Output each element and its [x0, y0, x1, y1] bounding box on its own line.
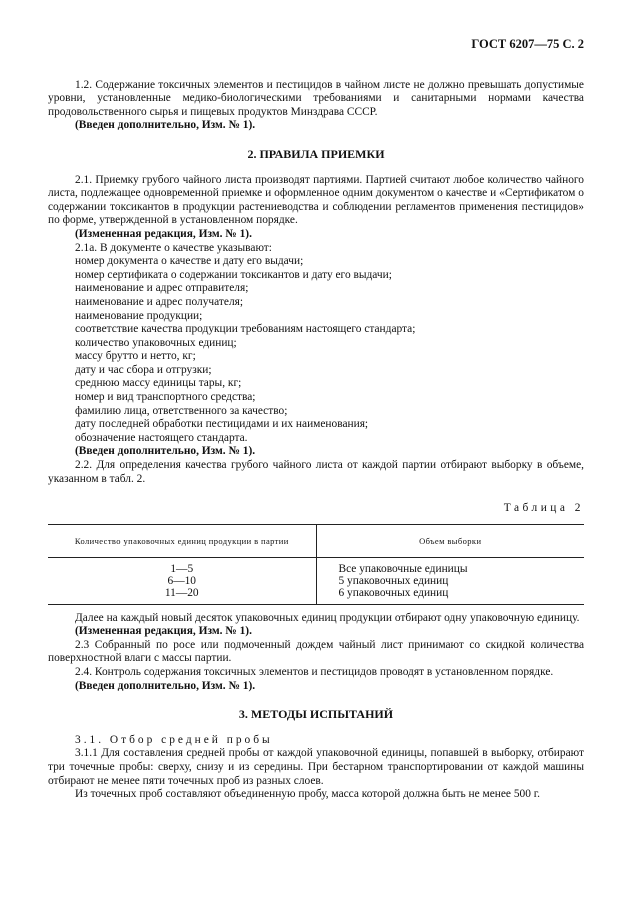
- paragraph-2-4: 2.4. Контроль содержания токсичных элементов и пестицидов проводят в установленном порядке.: [75, 666, 554, 679]
- paragraph-2-1: 2.1. Приемку грубого чайного листа производят партиями. Партией считают любое количество чайного листа, подлежащее одновременной приемке и оформленное одним документом о качестве и «Сертификатом о содержании токсикантов в продукции растениеводства и соблюдении регламентов применения пестицидов» по форме, утвержденной в установленном порядке.: [48, 173, 584, 227]
- list-item: дату последней обработки пестицидами и их наименования;: [75, 418, 369, 431]
- list-item: массу брутто и нетто, кг;: [75, 350, 196, 363]
- list-item: номер и вид транспортного средства;: [75, 391, 256, 404]
- paragraph-1-2: 1.2. Содержание токсичных элементов и пестицидов в чайном листе не должно превышать допустимые уровни, установленные медико-биологическими требованиями и санитарными нормами качества продовольственного сырья и пищевых продуктов Минздрава СССР.: [48, 78, 584, 118]
- list-item: наименование и адрес отправителя;: [75, 282, 249, 295]
- amendment-note: (Введен дополнительно, Изм. № 1).: [75, 679, 256, 692]
- table-cell: 1—5: [170, 562, 194, 575]
- table-cell: 6 упаковочных единиц: [338, 587, 449, 600]
- list-item: номер документа о качестве и дату его выдачи;: [75, 255, 304, 268]
- list-item: обозначение настоящего стандарта.: [75, 431, 248, 444]
- paragraph-2-3: 2.3 Собранный по росе или подмоченный дождем чайный лист принимают со скидкой количества поверхностной влаги с массы партии.: [48, 638, 584, 665]
- table-header-lot-size: Количество упаковочных единиц продукции в партии: [48, 524, 316, 557]
- table-cell-sample-volumes: [316, 557, 584, 604]
- list-item: наименование продукции;: [75, 309, 203, 322]
- list-item: наименование и адрес получателя;: [75, 295, 244, 308]
- list-item: среднюю массу единицы тары, кг;: [75, 377, 242, 390]
- amendment-note: (Измененная редакция, Изм. № 1).: [75, 227, 252, 240]
- table-cell: Все упаковочные единицы: [338, 562, 468, 575]
- table-cell: 5 упаковочных единиц: [338, 575, 449, 588]
- document-page: [48, 38, 584, 802]
- paragraph-3-1-1: 3.1.1 Для составления средней пробы от каждой упаковочной единицы, попавшей в выборку, отбирают три точечные пробы: сверху, снизу и из середины. При бестарном транспортировании от каждой машины отбирают не менее пяти точечных проб из разных слоев.: [48, 747, 584, 787]
- table-header-sample-volume: Объем выборки: [316, 524, 584, 557]
- list-item: номер сертификата о содержании токсикантов и дату его выдачи;: [75, 268, 392, 281]
- table-cell: 11—20: [164, 587, 199, 600]
- document-requirements-list: [48, 255, 584, 445]
- list-item: соответствие качества продукции требованиям настоящего стандарта;: [75, 323, 416, 336]
- amendment-note: (Введен дополнительно, Изм. № 1).: [75, 445, 256, 458]
- paragraph-2-1a: 2.1а. В документе о качестве указывают:: [75, 241, 272, 254]
- table-row: [48, 557, 584, 604]
- list-item: количество упаковочных единиц;: [75, 336, 237, 349]
- table-caption: Таблица 2: [503, 502, 584, 515]
- amendment-note: (Введен дополнительно, Изм. № 1).: [75, 119, 256, 132]
- paragraph-2-2: 2.2. Для определения качества грубого чайного листа от каждой партии отбирают выборку в объеме, указанном в табл. 2.: [48, 459, 584, 485]
- section-title-test-methods: 3. МЕТОДЫ ИСПЫТАНИЙ: [238, 707, 394, 722]
- page-header: ГОСТ 6207—75 С. 2: [471, 37, 584, 51]
- paragraph-after-table: Далее на каждый новый десяток упаковочных единиц продукции отбирают одну упаковочную единицу.: [75, 611, 580, 624]
- subsection-title-sampling: 3.1. Отбор средней пробы: [75, 733, 273, 746]
- amendment-note: (Измененная редакция, Изм. № 1).: [75, 625, 252, 638]
- list-item: фамилию лица, ответственного за качество;: [75, 404, 288, 417]
- section-title-acceptance: 2. ПРАВИЛА ПРИЕМКИ: [247, 146, 385, 161]
- table-cell-lot-sizes: [48, 557, 316, 604]
- sample-size-table: [48, 524, 584, 605]
- table-cell: 6—10: [167, 575, 196, 588]
- list-item: дату и час сбора и отгрузки;: [75, 363, 212, 376]
- paragraph-combined-sample: Из точечных проб составляют объединенную пробу, масса которой должна быть не менее 500 г.: [75, 788, 540, 801]
